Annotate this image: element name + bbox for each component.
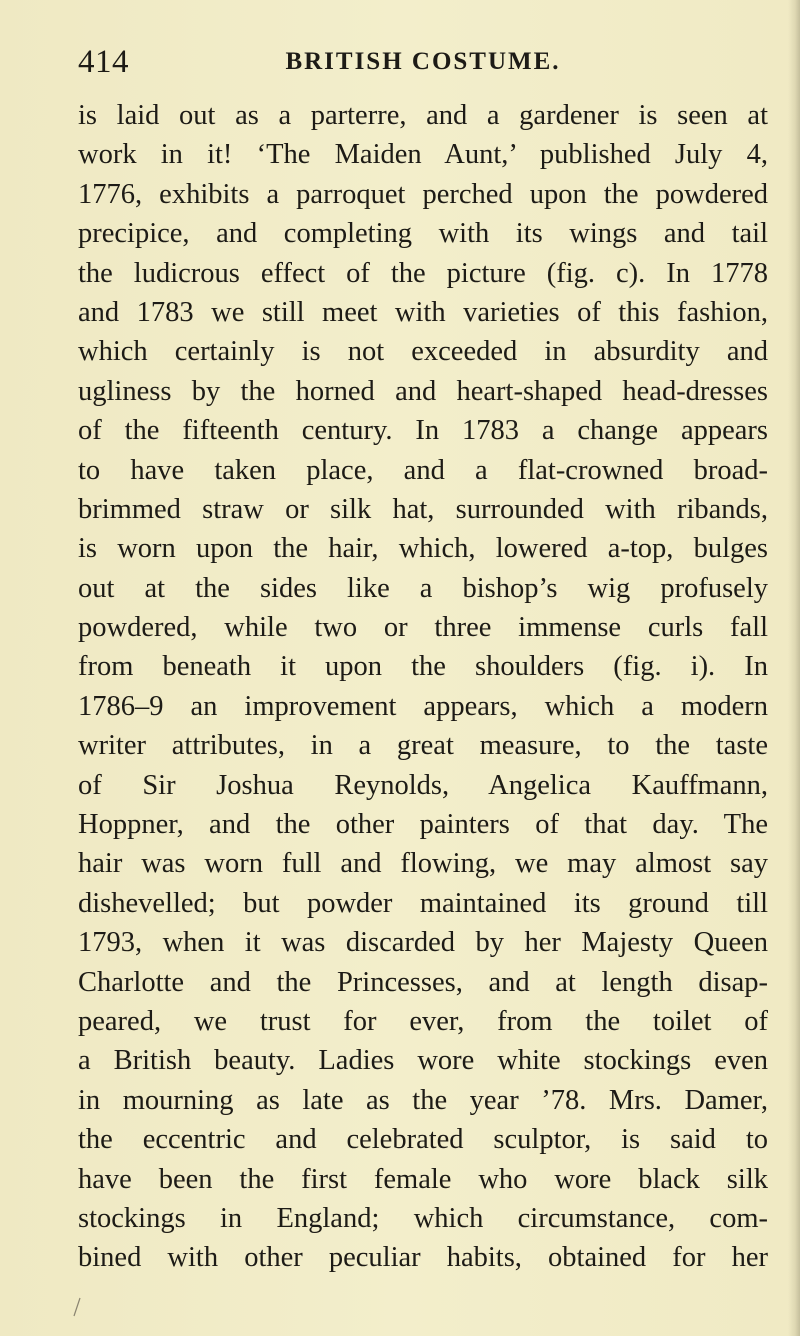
text-line: 1776, exhibits a parroquet perched upon the powdered (78, 178, 768, 210)
text-line: dishevelled; but powder maintained its ground till (78, 887, 768, 919)
text-line: bined with other peculiar habits, obtained for her (78, 1242, 768, 1274)
margin-pencil-mark (70, 1296, 84, 1318)
text-line: writer attributes, in a great measure, to the taste (78, 730, 768, 762)
text-line: 1793, when it was discarded by her Majesty Queen (78, 927, 768, 959)
text-line: 1786–9 an improvement appears, which a modern (78, 690, 768, 722)
text-line: precipice, and completing with its wings and tail (78, 218, 768, 250)
text-line: ugliness by the horned and heart-shaped head-dresses (78, 375, 768, 407)
text-line: stockings in England; which circumstance, com- (78, 1202, 768, 1234)
text-line: the eccentric and celebrated sculptor, is said to (78, 1124, 768, 1156)
text-line: have been the first female who wore black silk (78, 1163, 768, 1195)
page-number: 414 (78, 44, 129, 80)
page-header (78, 44, 768, 84)
text-line: which certainly is not exceeded in absurdity and (78, 336, 768, 368)
text-line: the ludicrous effect of the picture (fig. c). In 1778 (78, 257, 768, 289)
text-line: of Sir Joshua Reynolds, Angelica Kauffmann, (78, 769, 768, 801)
text-line: work in it! ‘The Maiden Aunt,’ published July 4, (78, 139, 768, 171)
page-edge-shadow (788, 0, 800, 1336)
text-line: powdered, while two or three immense curls fall (78, 612, 768, 644)
text-line: in mourning as late as the year ’78. Mrs. Damer, (78, 1084, 768, 1116)
text-line: hair was worn full and flowing, we may almost say (78, 848, 768, 880)
text-line: of the fifteenth century. In 1783 a change appears (78, 415, 768, 447)
text-line: from beneath it upon the shoulders (fig. i). In (78, 651, 768, 683)
text-line: to have taken place, and a flat-crowned broad- (78, 454, 768, 486)
text-line: peared, we trust for ever, from the toilet of (78, 1005, 768, 1037)
text-line: out at the sides like a bishop’s wig profusely (78, 572, 768, 604)
running-head: BRITISH COSTUME. (285, 48, 561, 75)
text-line: and 1783 we still meet with varieties of this fashion, (78, 296, 768, 328)
text-line: Charlotte and the Princesses, and at length disap- (78, 966, 768, 998)
text-line: brimmed straw or silk hat, surrounded with ribands, (78, 493, 768, 525)
text-line: a British beauty. Ladies wore white stockings even (78, 1045, 768, 1077)
body-text (78, 96, 768, 1278)
text-line: Hoppner, and the other painters of that day. The (78, 809, 768, 841)
text-line: is laid out as a parterre, and a gardener is seen at (78, 100, 768, 131)
text-line: is worn upon the hair, which, lowered a-top, bulges (78, 533, 768, 565)
